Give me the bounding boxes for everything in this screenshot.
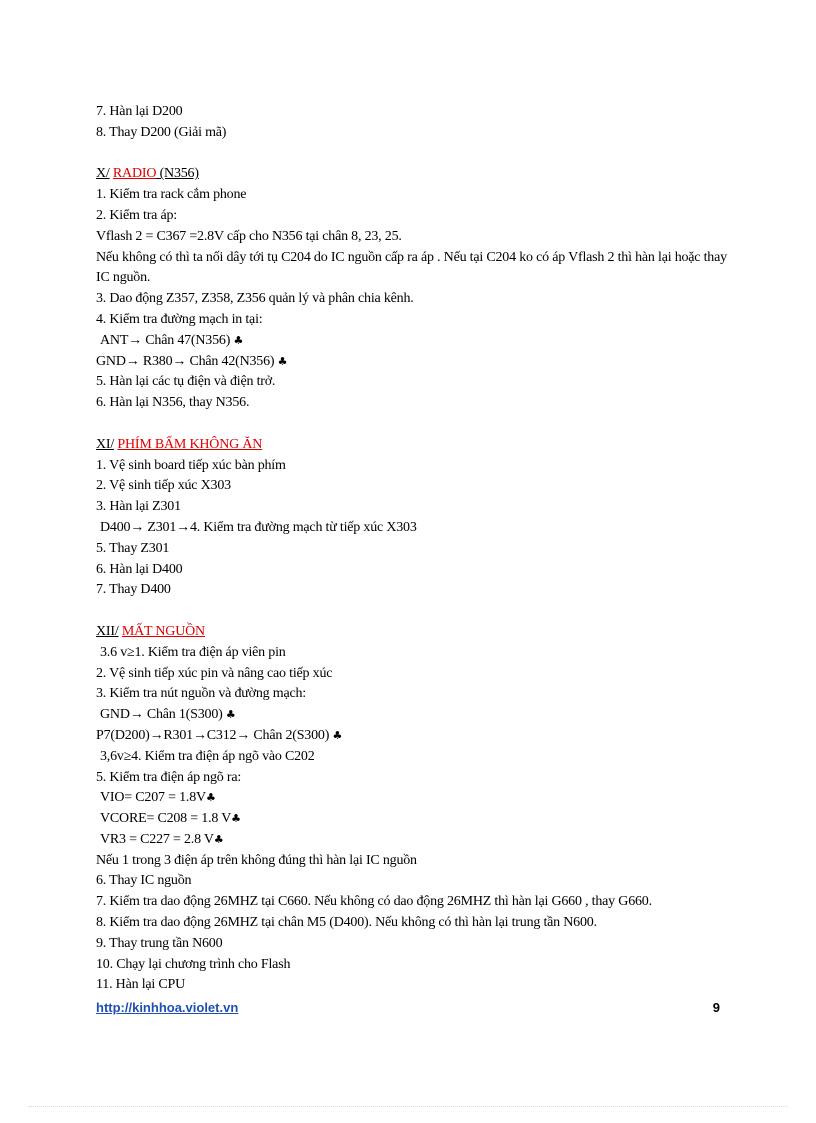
section-number: XII/ [96,623,119,639]
text-line: 3. Kiểm tra nút nguồn và đường mạch: [96,686,306,702]
section-title: MẤT NGUỒN [121,623,205,639]
text-line: GND→ Chân 1(S300) ♣ [100,707,236,723]
text-line: 8. Thay D200 (Giải mã) [96,124,227,140]
text-line: 8. Kiểm tra dao động 26MHZ tại chân M5 (D400). Nếu không có thì hàn lại trung tần N600. [96,915,597,931]
text-line: 6. Hàn lại N356, thay N356. [96,395,250,411]
text-line: Nếu 1 trong 3 điện áp trên không đúng thì hàn lại IC nguồn [96,852,417,868]
text-line: 3.6 v≥1. Kiểm tra điện áp viên pin [100,644,286,660]
text-line: 6. Hàn lại D400 [96,561,183,577]
bottom-divider [28,1106,788,1107]
text-line: 3,6v≥4. Kiểm tra điện áp ngõ vào C202 [100,748,315,764]
text-line: 3. Hàn lại Z301 [96,499,181,515]
text-line: 6. Thay IC nguồn [96,873,192,889]
text-line: P7(D200)→R301→C312→ Chân 2(S300) ♣ [96,727,343,743]
page-number: 9 [712,1000,720,1015]
text-line: 5. Hàn lại các tụ điện và điện trở. [96,374,276,390]
section-heading-keypad [96,435,736,456]
text-line: 10. Chạy lại chương trình cho Flash [96,956,291,972]
text-paragraph: Nếu không có thì ta nối dây tới tụ C204 do IC nguồn cấp ra áp . Nếu tại C204 ko có áp Vflash 2 thì hàn lại hoặc thay IC nguồn. [96,249,727,286]
page-footer [96,1000,720,1020]
text-line: 7. Thay D400 [96,582,171,598]
text-line: 3. Dao động Z357, Z358, Z356 quản lý và phân chia kênh. [96,291,414,307]
section-number: XI/ [96,436,115,452]
text-line: Vflash 2 = C367 =2.8V cấp cho N356 tại chân 8, 23, 25. [96,228,402,244]
section-subtitle: (N356) [159,166,199,182]
text-line: 5. Kiểm tra điện áp ngõ ra: [96,769,242,785]
club-icon: ♣ [332,728,343,742]
text-line: 2. Vệ sinh tiếp xúc pin và nâng cao tiếp xúc [96,665,333,681]
text-line: 4. Kiểm tra đường mạch in tại: [96,311,263,327]
text-line: 11. Hàn lại CPU [96,977,186,993]
text-line: 1. Kiểm tra rack cắm phone [96,187,247,203]
text-line: 5. Thay Z301 [96,540,170,556]
footer-link[interactable]: http://kinhhoa.violet.vn [96,1000,239,1015]
club-icon: ♣ [231,812,241,826]
text-line: VIO= C207 = 1.8V♣ [100,790,216,806]
club-icon: ♣ [213,832,224,846]
text-line: D400→ Z301→4. Kiểm tra đường mạch từ tiếp xúc X303 [100,519,417,535]
club-icon: ♣ [225,708,236,722]
club-icon: ♣ [277,354,288,368]
text-line: 7. Hàn lại D200 [96,104,183,119]
text-line: 2. Kiểm tra áp: [96,207,177,223]
text-line: 1. Vệ sinh board tiếp xúc bàn phím [96,457,286,473]
club-icon: ♣ [233,333,244,347]
text-line: 9. Thay trung tần N600 [96,935,223,951]
section-title: PHÍM BẤM KHÔNG ĂN [117,436,263,452]
text-line: 2. Vệ sinh tiếp xúc X303 [96,478,231,494]
club-icon: ♣ [205,791,216,805]
text-line: VR3 = C227 = 2.8 V♣ [100,831,224,847]
section-heading-power [96,622,736,643]
section-heading-radio [96,164,736,185]
text-line: GND→ R380→ Chân 42(N356) ♣ [96,353,288,369]
text-line: ANT→ Chân 47(N356) ♣ [100,332,244,348]
section-number: X/ [96,166,110,182]
text-line: VCORE= C208 = 1.8 V♣ [100,811,241,827]
section-title: RADIO [112,166,157,182]
page-content [96,102,736,996]
text-line: 7. Kiểm tra dao động 26MHZ tại C660. Nếu không có dao động 26MHZ thì hàn lại G660 , thay G660. [96,894,652,910]
